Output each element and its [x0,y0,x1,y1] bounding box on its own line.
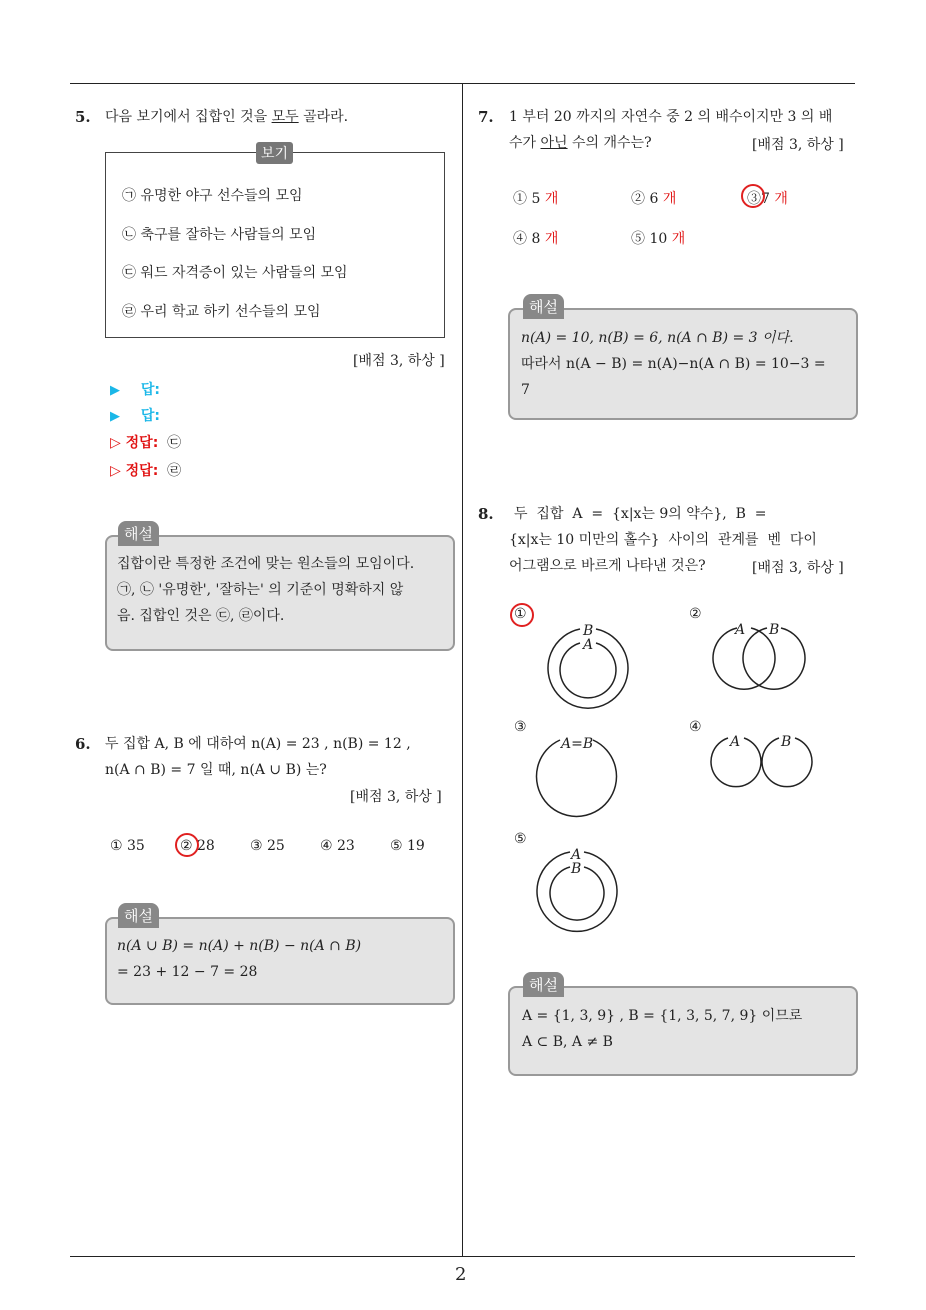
q5-meta: [배점 3, 하상 ] [353,353,445,369]
play-icon: ▶ [110,383,120,398]
q5-item-3: ㉢ 워드 자격증이 있는 사람들의 모임 [122,265,348,281]
q7-choice-4[interactable]: ④ 8 개 [513,231,559,247]
q8-line-1: 두 집합 A = {x|x는 9의 약수}, B = [514,506,767,522]
q6-choice-1[interactable]: ① 35 [110,838,145,854]
q5-correct-2: ▷ 정답: ㉣ [110,463,182,479]
q7-choice-2[interactable]: ② 6 개 [631,191,677,207]
q8-venn-diagram-5 [532,845,622,933]
q7-line-2: 수가 아닌 수의 개수는? [509,135,652,151]
q7-choice-1[interactable]: ① 5 개 [513,191,559,207]
q6-choice-5[interactable]: ⑤ 19 [390,838,425,854]
q7-choice-3[interactable]: ③7 개 [747,191,788,207]
q6-line-1: 두 집합 A, B 에 대하여 n(A) = 23 , n(B) = 12 , [105,736,411,752]
venn-label-a: A [730,734,741,750]
column-divider [462,83,463,1256]
q8-choice-5-mark[interactable]: ⑤ [514,831,527,847]
q8-solution-text: A = {1, 3, 9} , B = {1, 3, 5, 7, 9} 이므로 A ⊂ B, A ≠ B [522,1008,803,1050]
q8-choice-3-mark[interactable]: ③ [514,719,527,735]
q8-meta: [배점 3, 하상 ] [752,560,844,576]
q7-solution-label: 해설 [523,294,564,319]
play-icon: ▶ [110,409,120,424]
q5-item-4: ㉣ 우리 학교 하키 선수들의 모임 [122,304,321,320]
bottom-rule [70,1256,855,1257]
q6-line-2: n(A ∩ B) = 7 일 때, n(A ∪ B) 는? [105,762,327,778]
venn-label-ab: A=B [561,736,594,752]
q7-selected-mark [741,184,765,208]
q5-number: 5. [75,108,91,126]
q5-solution-text: 집합이란 특정한 조건에 맞는 원소들의 모임이다. ㉠, ㉡ '유명한', '잘하는' 의 기준이 명확하지 않 음. 집합인 것은 ㉢, ㉣이다. [117,556,415,624]
q5-box-label: 보기 [256,142,293,164]
q5-answer-line-1: ▶ 답: [110,382,160,398]
page-number: 2 [455,1264,467,1285]
venn-label-b: B [781,734,792,750]
q6-choice-2[interactable]: ② 28 [180,838,215,854]
venn-label-a: A [571,847,582,863]
q8-number: 8. [478,505,494,523]
q8-selected-mark [510,603,534,627]
q6-solution-text: n(A ∪ B) = n(A) + n(B) − n(A ∩ B) = 23 + 12 − 7 = 28 [117,938,362,980]
q6-meta: [배점 3, 하상 ] [350,789,442,805]
q8-line-3: 어그램으로 바르게 나타낸 것은? [509,558,706,574]
q8-venn-diagram-3 [530,732,630,822]
q6-choice-4[interactable]: ④ 23 [320,838,355,854]
q8-solution-label: 해설 [523,972,564,997]
q8-choice-2-mark[interactable]: ② [689,606,702,622]
q7-solution-text: n(A) = 10, n(B) = 6, n(A ∩ B) = 3 이다. 따라서 n(A − B) = n(A)−n(A ∩ B) = 10−3 = 7 [521,330,826,398]
venn-label-b: B [571,861,582,877]
venn-label-b: B [583,623,594,639]
venn-label-b: B [769,622,780,638]
venn-label-a: A [735,622,746,638]
q6-solution-label: 해설 [118,903,159,928]
q7-meta: [배점 3, 하상 ] [752,137,844,153]
q8-choice-4-mark[interactable]: ④ [689,719,702,735]
q6-choice-3[interactable]: ③ 25 [250,838,285,854]
q8-line-2: {x|x는 10 미만의 홀수} 사이의 관계를 벤 다이 [509,532,817,548]
q5-correct-1: ▷ 정답: ㉢ [110,435,182,451]
q5-item-1: ㉠ 유명한 야구 선수들의 모임 [122,188,303,204]
q5-item-2: ㉡ 축구를 잘하는 사람들의 모임 [122,227,317,243]
q7-line-1: 1 부터 20 까지의 자연수 중 2 의 배수이지만 3 의 배 [509,109,833,125]
q6-selected-mark [175,833,199,857]
q6-number: 6. [75,735,91,753]
q8-choice-1-mark[interactable]: ① [514,606,527,622]
venn-label-a: A [583,637,594,653]
q5-text: 다음 보기에서 집합인 것을 모두 골라라. [105,109,349,125]
q8-venn-diagram-4 [705,732,815,794]
q7-choice-5[interactable]: ⑤ 10 개 [631,231,686,247]
q5-solution-label: 해설 [118,521,159,546]
q5-answer-line-2: ▶ 답: [110,408,160,424]
q7-number: 7. [478,108,494,126]
q8-venn-diagram-1 [540,620,640,715]
q8-venn-diagram-2 [705,620,815,695]
